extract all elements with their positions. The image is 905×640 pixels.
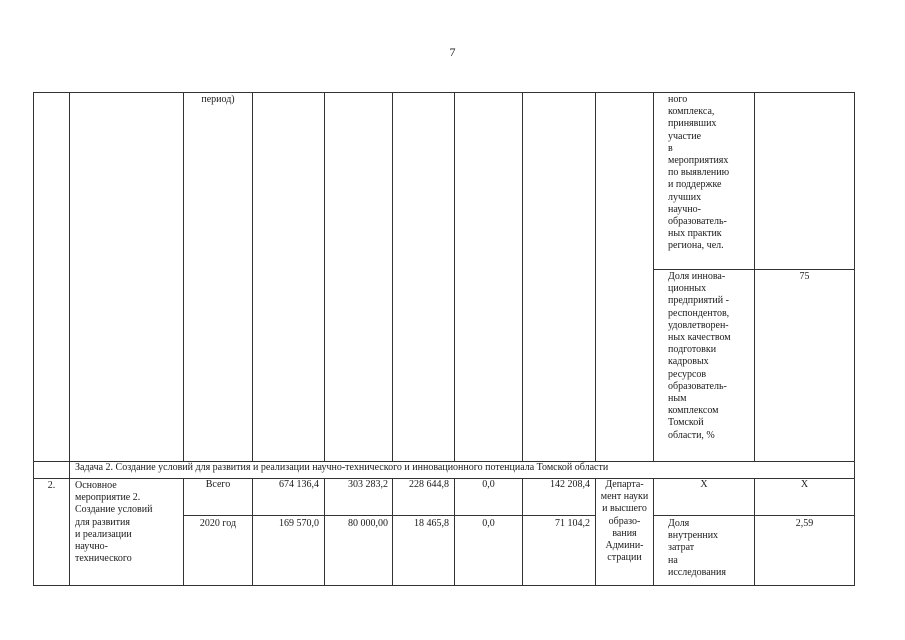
total-label: Всего — [205, 479, 231, 490]
col-divider — [324, 93, 325, 461]
period-cell: период) — [201, 94, 235, 105]
activity-name: Основное мероприятие 2. Создание условий для развития и реализации научно- технического — [75, 480, 153, 565]
program-table — [33, 92, 855, 586]
year-2020-value-2: 80 000,00 — [348, 518, 388, 529]
row-number: 2. — [47, 480, 56, 491]
col-divider — [454, 478, 455, 585]
year-2020-indicator: Доля внутренних затрат на исследования — [668, 518, 726, 578]
page-number: 7 — [449, 45, 456, 59]
executor-department: Департа- мент науки и высшего образо- вания Админи- страции — [600, 479, 649, 564]
total-indicator: X — [700, 479, 708, 490]
col-divider — [454, 93, 455, 461]
indicator-innovation-text: Доля иннова- ционных предприятий - респондентов, удовлетворен- ных качеством подготовки кадровых ресурсов образователь- ным комплексом Томской области, % — [668, 271, 731, 441]
col-divider — [653, 478, 654, 585]
task-heading: Задача 2. Создание условий для развития и реализации научно-технического и инновационного потенциала Томской области — [75, 462, 609, 473]
year-2020-value-3: 18 465,8 — [414, 518, 449, 529]
col-divider — [183, 93, 184, 461]
col-divider — [522, 93, 523, 461]
col-divider — [183, 478, 184, 585]
col-divider — [653, 93, 654, 461]
total-value-2: 303 283,2 — [348, 479, 388, 490]
year-2020-value-1: 169 570,0 — [279, 518, 319, 529]
year-2020-label: 2020 год — [199, 518, 237, 529]
total-value-5: 142 208,4 — [550, 479, 590, 490]
col-divider — [252, 93, 253, 461]
row-divider — [653, 269, 854, 270]
col-divider — [392, 93, 393, 461]
total-value-1: 674 136,4 — [279, 479, 319, 490]
indicator-innovation-value: 75 — [799, 271, 810, 282]
col-divider — [754, 478, 755, 585]
total-indicator-value: X — [800, 479, 809, 490]
row-divider — [183, 515, 595, 516]
year-2020-indicator-value: 2,59 — [795, 518, 814, 529]
col-divider — [392, 478, 393, 585]
col-divider — [69, 93, 70, 585]
total-value-4: 0,0 — [482, 479, 495, 490]
total-value-3: 228 644,8 — [409, 479, 449, 490]
year-2020-value-4: 0,0 — [482, 518, 495, 529]
col-divider — [252, 478, 253, 585]
col-divider — [324, 478, 325, 585]
year-2020-value-5: 71 104,2 — [555, 518, 590, 529]
col-divider — [595, 93, 596, 461]
indicator-participants-text: ного комплекса, принявших участие в мероприятиях по выявлению и поддержке лучших научно- образователь- ных практик региона, чел. — [668, 94, 730, 252]
row-divider — [653, 515, 854, 516]
col-divider — [522, 478, 523, 585]
